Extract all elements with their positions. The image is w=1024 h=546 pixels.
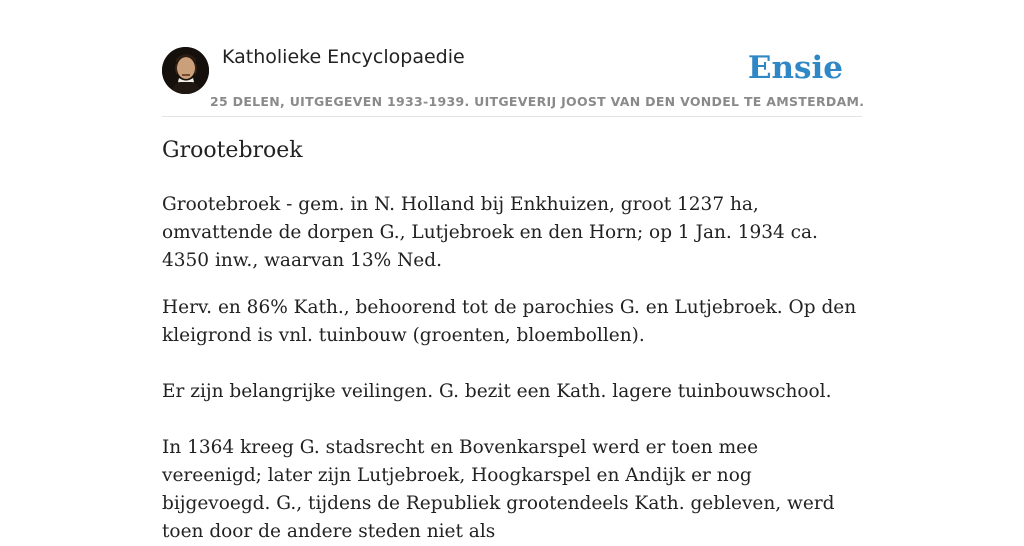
article-paragraph: In 1364 kreeg G. stadsrecht en Bovenkarspel werd er toen mee vereenigd; later zijn Lutjebroek, Hoogkarspel en Andijk er nog bijgevoegd. G., tijdens de Republiek grootendeels Kath. gebleven, werd toen door de andere steden niet als	[162, 437, 835, 542]
article-paragraph: Er zijn belangrijke veilingen. G. bezit een Kath. lagere tuinbouwschool.	[162, 381, 832, 402]
article-content	[162, 191, 862, 546]
portrait-avatar-icon[interactable]	[162, 47, 209, 94]
site-header	[162, 44, 865, 117]
publication-subtitle: 25 DELEN, UITGEGEVEN 1933-1939. UITGEVERIJ JOOST VAN DEN VONDEL TE AMSTERDAM.	[210, 94, 865, 109]
article-paragraph: Grootebroek - gem. in N. Holland bij Enkhuizen, groot 1237 ha, omvattende de dorpen G., Lutjebroek en den Horn; op 1 Jan. 1934 ca. 4350 inw., waarvan 13% Ned.	[162, 194, 818, 271]
ensie-logo-link[interactable]: Ensie	[747, 50, 843, 86]
publication-title[interactable]: Katholieke Encyclopaedie	[222, 46, 465, 68]
article-paragraph: Herv. en 86% Kath., behoorend tot de parochies G. en Lutjebroek. Op den kleigrond is vnl. tuinbouw (groenten, bloembollen).	[162, 297, 857, 346]
article-title: Grootebroek	[162, 138, 303, 163]
